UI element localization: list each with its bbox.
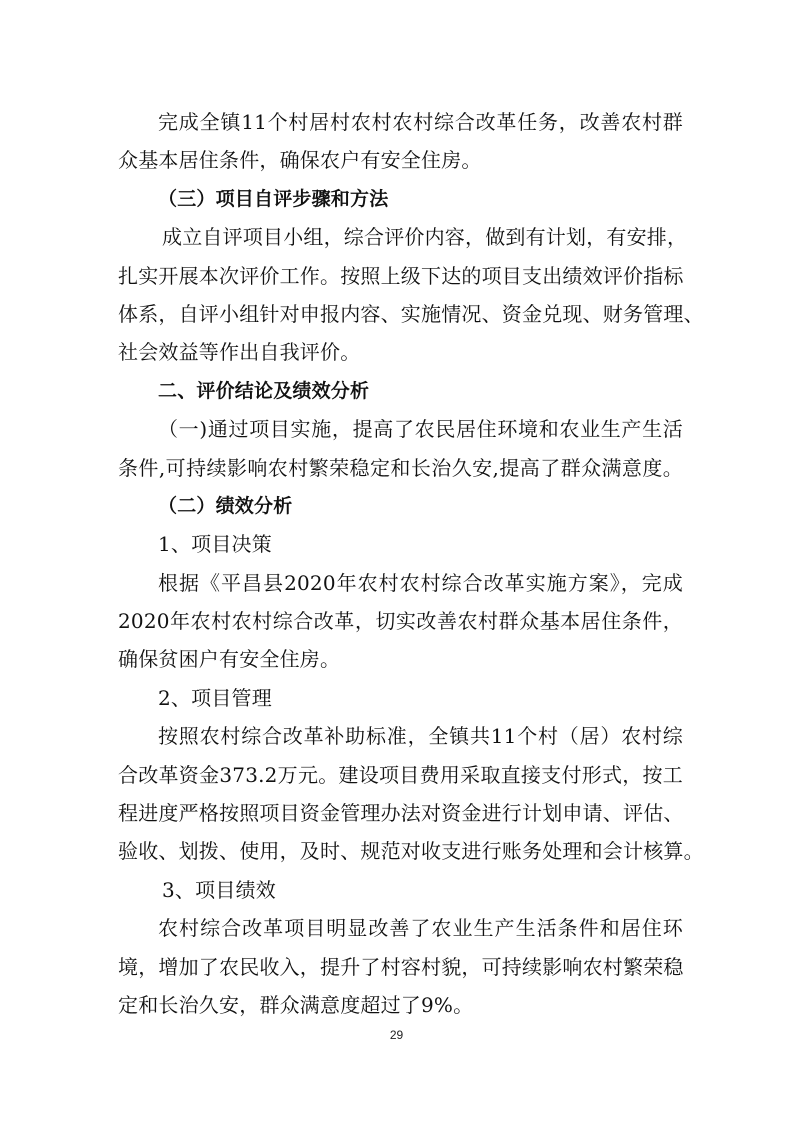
body-text-line: 验收、划拨、使用，及时、规范对收支进行账务处理和会计核算。	[118, 839, 704, 864]
document-body	[118, 103, 704, 1024]
body-text-line: 1、项目决策	[158, 532, 272, 557]
body-text-line: 确保贫困户有安全住房。	[118, 647, 341, 672]
body-text-line: （一)通过项目实施，提高了农民居住环境和农业生产生活	[158, 417, 683, 442]
body-text-line: 体系，自评小组针对申报内容、实施情况、资金兑现、财务管理、	[118, 301, 704, 326]
body-text-line: 社会效益等作出自我评价。	[118, 340, 361, 365]
body-text-line: 条件,可持续影响农村繁荣稳定和长治久安,提高了群众满意度。	[118, 455, 683, 480]
body-text-line: 合改革资金373.2万元。建设项目费用采取直接支付形式，按工	[118, 762, 683, 787]
body-text-line: 完成全镇11个村居村农村农村综合改革任务，改善农村群	[158, 110, 683, 134]
body-text-line: 扎实开展本次评价工作。按照上级下达的项目支出绩效评价指标	[118, 263, 684, 288]
section-heading: （三）项目自评步骤和方法	[158, 187, 389, 210]
section-heading: 二、评价结论及绩效分析	[158, 379, 370, 402]
body-text-line: 成立自评项目小组，综合评价内容，做到有计划，有安排，	[162, 225, 688, 250]
body-text-line: 按照农村综合改革补助标准，全镇共11个村（居）农村综	[158, 724, 683, 749]
body-text-line: 3、项目绩效	[162, 877, 276, 902]
body-text-line: 程进度严格按照项目资金管理办法对资金进行计划申请、评估、	[118, 801, 684, 826]
body-text-line: 众基本居住条件，确保农户有安全住房。	[118, 148, 482, 173]
body-text-line: 境，增加了农民收入，提升了村容村貌，可持续影响农村繁荣稳	[118, 954, 684, 979]
body-text-line: 农村综合改革项目明显改善了农业生产生活条件和居住环	[158, 916, 683, 941]
page-number: 29	[389, 1028, 404, 1042]
body-text-line: 2、项目管理	[158, 685, 272, 710]
section-heading: （二）绩效分析	[158, 494, 293, 517]
body-text-line: 定和长治久安，群众满意度超过了9%。	[118, 992, 474, 1017]
body-text-line: 2020年农村农村综合改革，切实改善农村群众基本居住条件，	[118, 609, 683, 634]
body-text-line: 根据《平昌县2020年农村农村综合改革实施方案》，完成	[158, 570, 683, 595]
